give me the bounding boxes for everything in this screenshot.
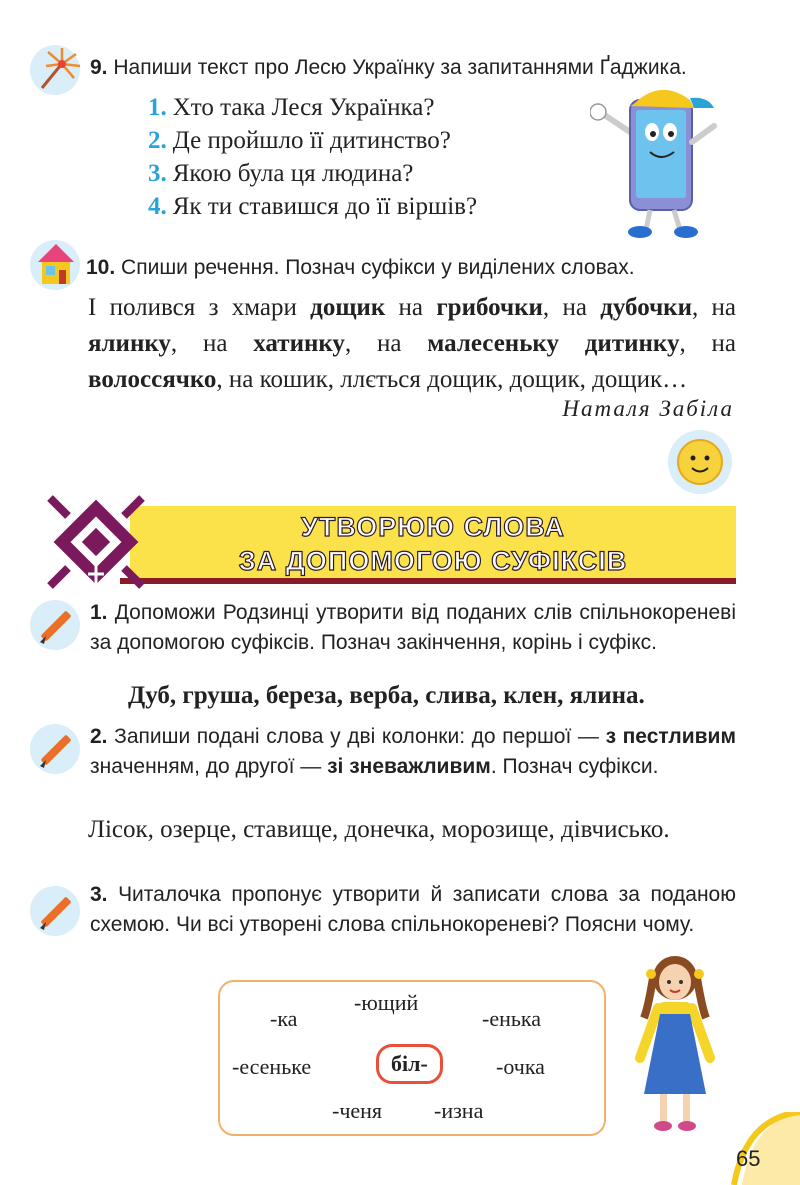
task1-words: Дуб, груша, береза, верба, слива, клен, ялина. (128, 682, 645, 709)
task3-text: Читалочка пропонує утворити й записати слова за поданою схемою. Чи всі утворені слова спільнокореневі? Поясни чому. (90, 883, 736, 936)
root-box: біл- (376, 1044, 443, 1084)
task3-number: 3. (90, 883, 108, 906)
banner-line2: ЗА ДОПОМОГОЮ СУФІКСІВ (238, 546, 628, 576)
question-item: 2. Де пройшло її дитинство? (148, 127, 451, 154)
page-number: 65 (736, 1146, 761, 1171)
task3-instruction (90, 880, 736, 940)
task2-instruction: 2. Запиши подані слова у дві колонки: до першої — з пестливим значенням, до другої — зі зневажливим. Познач суфікси. (90, 725, 736, 778)
suffix-item: -ка (270, 1006, 298, 1031)
question-item: 1. Хто така Леся Українка? (148, 94, 435, 121)
suffix-item: -изна (434, 1098, 484, 1123)
girl-character-illustration (620, 948, 730, 1138)
task10-number: 10. (86, 256, 116, 279)
suffix-scheme-box (218, 980, 606, 1136)
task9-questions (148, 94, 477, 226)
task1-number: 1. (90, 601, 108, 624)
suffix-item: -ченя (332, 1098, 383, 1123)
task1-text: Допоможи Родзинці утворити від поданих слів спільнокореневі за допомогою суфіксів. Познач закінчення, корінь і суфікс. (90, 601, 736, 654)
firework-icon (30, 42, 86, 98)
house-icon (32, 238, 82, 290)
pen-icon (32, 888, 80, 936)
banner-title (130, 506, 736, 578)
suffix-item: -енька (482, 1006, 542, 1031)
task1-instruction (90, 598, 736, 658)
pen-icon (32, 726, 80, 774)
pen-icon (32, 602, 80, 650)
sun-smiley-icon (666, 428, 734, 496)
task10-poem: І полився з хмари дощик на грибочки, на дубочки, на ялинку, на хатинку, на малесеньку дитинку, на волоссячко, на кошик, ллється дощик, дощик, дощик… (88, 294, 737, 393)
banner-stripe (120, 578, 736, 584)
task2-words: Лісок, озерце, ставище, донечка, морозище, дівчисько. (88, 816, 670, 843)
task9-instruction (90, 56, 687, 80)
banner-line1: УТВОРЮЮ СЛОВА (301, 512, 565, 542)
question-item: 4. Як ти ставишся до її віршів? (148, 193, 478, 220)
task10-text: Спиши речення. Познач суфікси у виділених словах. (121, 256, 635, 279)
suffix-item: -очка (496, 1054, 545, 1079)
task9-text: Напиши текст про Лесю Українку за запитаннями Ґаджика. (113, 56, 687, 79)
poem-author: Наталя Забіла (562, 396, 734, 421)
task2-number: 2. (90, 725, 108, 748)
suffix-item: -есеньке (232, 1054, 312, 1079)
question-item: 3. Якою була ця людина? (148, 160, 414, 187)
task9-number: 9. (90, 56, 108, 79)
suffix-item: -ющий (354, 990, 419, 1015)
task10-instruction (86, 256, 635, 280)
phone-character-illustration (590, 82, 730, 242)
